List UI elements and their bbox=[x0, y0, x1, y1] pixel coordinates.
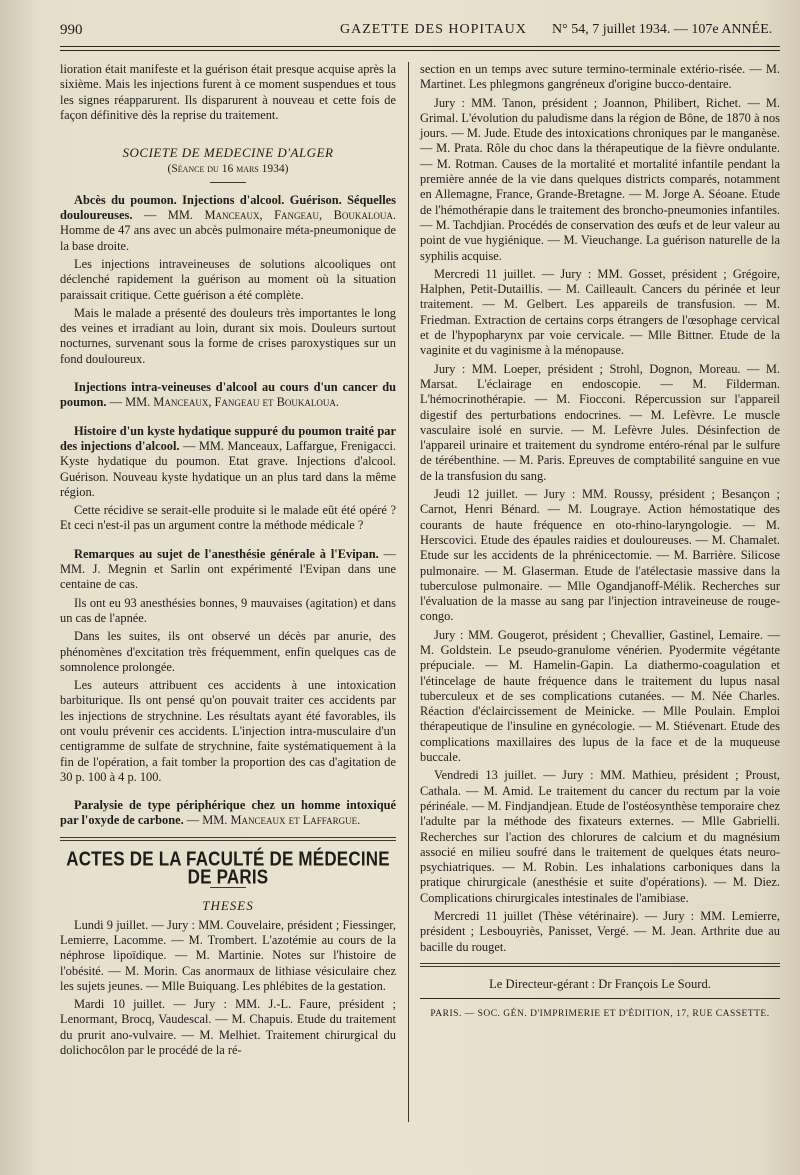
header-rule-second bbox=[60, 50, 780, 51]
article-body: Homme de 47 ans avec un abcès pulmonaire méta-pneumonique de la base droite. bbox=[60, 223, 396, 253]
intro-paragraph: lioration était manifeste et la guérison était presque acquise après la sixième. Mais les injections furent à ce moment suspendues et tous les signes réapparurent. Ils disparurent à nouveau et cette fois de façon définitive dès la reprise du traitement. bbox=[60, 62, 396, 122]
article-authors: — MM. Manceaux, Fangeau et Boukaloua. bbox=[106, 395, 339, 410]
page-header bbox=[60, 22, 780, 46]
article-paragraph: Ils ont eu 93 anesthésies bonnes, 9 mauvaises (agitation) et dans un cas de l'apnée. bbox=[60, 595, 396, 625]
article-authors: — MM. Manceaux, Fangeau, Boukaloua. bbox=[132, 208, 396, 223]
theses-mercredi: Mercredi 11 juillet. — Jury : MM. Gosset, président ; Grégoire, Halphen, Petit-Dutaillis. — M. Cailleault. Cancers du périnée et leur traitement. — M. Gelbert. Les appareils de transfusion. — M. Friedman. Extraction de certains corps étrangers de l'œsophage cervical et de l'hypopharynx par voie cervicale. — Mlle Bittner. Etude de la vaginite et du vaginisme à la ménopause. bbox=[420, 266, 780, 358]
section-double-rule bbox=[60, 837, 396, 841]
article-body: — MM. Manceaux, Laffargue, Frenigacci. Kyste hydatique du poumon. Etat grave. Injections d'alcool. Guérison. Nouveau kyste hydatique un an plus tard dans la même région. bbox=[60, 438, 396, 499]
header-rule bbox=[60, 46, 780, 47]
article-title: Abcès du poumon. Injections d'alcool. Guérison. Séquelles douloureuses. bbox=[60, 192, 396, 223]
article-paragraph: Les auteurs attribuent ces accidents à une intoxication barbiturique. Ils ont pensé qu'on pouvait traiter ces accidents par les injections de strychnine. Les résultats ayant été favorables, ils ont voulu prévenir ces accidents. L'injection intra-musculaire d'un centigramme de sulfate de strychnine, faite systématiquement à la fin de l'opération, a fait tomber la proportion des cas d'agitation de 30 p. 100 à 4 p. 100. bbox=[60, 678, 396, 784]
article-paralysie bbox=[60, 798, 396, 829]
article-body: — MM. J. Megnin et Sarlin ont expérimenté l'Evipan dans une centaine de cas. bbox=[60, 546, 396, 592]
theses-continuation: section en un temps avec suture termino-terminale extério-risée. — M. Martinet. Les phlegmons gangréneux d'origine bucco-dentaire. bbox=[420, 62, 780, 92]
article-abces bbox=[60, 193, 396, 254]
theses-jury-gougerot: Jury : MM. Gougerot, président ; Chevallier, Gastinel, Lemaire. — M. Goldstein. Le pseudo-granulome vénérien. Pyodermite végétante prépuciale. — M. Hamelin-Gapin. La diathermo-coagulation et l'étincelage de haute fréquence dans le traitement du lupus nasal tuberculeux et de ses complications cutanées. — M. Née Charles. Réaction d'éclaircissement de Meinicke. — Mlle Poulain. Emploi thérapeutique de l'insuline en gynécologie. — M. Stiévenart. Etude des complications maxillaires des lupus de la face et de la muqueuse buccale. bbox=[420, 627, 780, 765]
theses-heading: THESES bbox=[202, 898, 254, 914]
theses-mardi: Mardi 10 juillet. — Jury : MM. J.-L. Faure, président ; Lenormant, Brocq, Vaudescal. — M. Chapuis. Etude du traitement du prurit ano-vulvaire. — M. Melhiet. Traitement chirurgical du dolichocôlon par le procédé de la ré- bbox=[60, 997, 396, 1058]
footer-double-rule bbox=[420, 963, 780, 967]
society-heading: SOCIETE DE MEDECINE D'ALGER bbox=[122, 145, 334, 161]
article-paragraph: Cette récidive se serait-elle produite si le malade eût été opéré ? Et ceci n'est-il pas un argument contre la méthode médicale ? bbox=[60, 503, 396, 533]
theses-jury-tanon: Jury : MM. Tanon, président ; Joannon, Philibert, Richet. — M. Grimal. L'évolution du paludisme dans la région de Bône, de 1870 à nos jours. — M. Jude. Etude des intoxications chroniques par le manganèse. — M. Prata. Rôle du choc dans la thérapeutique de la fièvre ondulante. — M. Rotman. Causes de la mortalité et mortalité infantile pendant la première année de la vie dans quelques districts comparés, notamment en Allemagne, France, Grande-Bretagne. — M. Jorge A. Séoane. Etude de l'hémothérapie dans le traitement des broncho-pneumonies infantiles. — M. Tachdjian. Procédés de conservation des œufs et de leur valeur au point de vue hygiénique. — M. Vieuchange. La guérison naturelle de la syphilis acquise. bbox=[420, 95, 780, 263]
column-divider bbox=[408, 62, 409, 1122]
page-number: 990 bbox=[60, 22, 83, 38]
article-evipan bbox=[60, 547, 396, 593]
article-title: Injections intra-veineuses d'alcool au cours d'un cancer du poumon. bbox=[60, 380, 396, 410]
article-paragraph: Dans les suites, ils ont observé un décès par anurie, des phénomènes d'excitation très fréquemment, enfin quelques cas de somnolence prolongée. bbox=[60, 629, 396, 674]
footer-rule bbox=[420, 998, 780, 999]
article-title: Histoire d'un kyste hydatique suppuré du poumon traité par des injections d'alcool. bbox=[60, 423, 396, 453]
article-title: Remarques au sujet de l'anesthésie générale à l'Evipan. bbox=[74, 546, 379, 561]
article-paragraph: Les injections intraveineuses de solutions alcooliques ont déclenché rapidement la guérison au moment où la situation paraissait critique. Cette guérison a été complète. bbox=[60, 256, 396, 302]
article-authors: — MM. Manceaux et Laffargue. bbox=[183, 813, 361, 828]
section-divider bbox=[210, 182, 246, 183]
theses-jury-loeper: Jury : MM. Loeper, président ; Strohl, Dognon, Moreau. — M. Marsat. L'éclairage en endoscopie. — M. Filderman. L'hémocrinothérapie. — M. Fiocconi. Répercussion sur l'appareil digestif des perturbations endocrines. — M. Lefèvre. Le muscle vasculaire isolé en survie. — M. Lefèvre Jules. Désinfection de l'appareil urinaire et traitement du syndrome entéro-rénal par le sulfure de térébenthine. — M. Paris. Epreuves de comptabilité sanguine en vue de la transfusion du sang. bbox=[420, 361, 780, 483]
theses-vendredi: Vendredi 13 juillet. — Jury : MM. Mathieu, président ; Proust, Cathala. — M. Amid. Le traitement du cancer du rectum par la voie périnéale. — M. Findjandjean. Etude de l'ostéosynthèse temporaire chez l'adulte par la méthode des fixateurs externes. — Mlle Gabrielli. Recherches sur l'action des chlorures de calcium et du magnésium associé en milieu soufré dans le traitement de quelques états neuro-psychiatriques. — M. Robin. Les inhalations carboniques dans la pratique chirurgicale (anesthésie et suite d'opérations). — M. Diez. Complications chirurgicales intestinales de l'amibiase. bbox=[420, 768, 780, 905]
article-paragraph: Mais le malade a présenté des douleurs très importantes le long des veines et irradiant au loin, durant six mois. Douleurs surtout nocturnes, survenant sous la forme de crises paroxystiques sur un fond douloureux. bbox=[60, 305, 396, 366]
director-line: Le Directeur-gérant : Dr François Le Sourd. bbox=[489, 976, 711, 991]
printer-imprint: PARIS. — SOC. GÉN. D'IMPRIMERIE ET D'ÉDITION, 17, RUE CASSETTE. bbox=[430, 1009, 770, 1020]
issue-info: N° 54, 7 juillet 1934. — 107e ANNÉE. bbox=[552, 22, 773, 37]
journal-title: GAZETTE DES HOPITAUX bbox=[340, 22, 527, 37]
article-title: Paralysie de type périphérique chez un homme intoxiqué par l'oxyde de carbone. bbox=[60, 798, 396, 828]
theses-veterinaire: Mercredi 11 juillet (Thèse vétérinaire). — Jury : MM. Lemierre, président ; Lesbouyriès, Panisset, Vergé. — M. Jean. Arthrite due au bacille du rouget. bbox=[420, 909, 780, 954]
article-injections bbox=[60, 380, 396, 411]
faculty-heading: ACTES DE LA FACULTÉ DE MÉDECINE DE PARIS bbox=[66, 847, 390, 889]
left-column bbox=[60, 62, 396, 1061]
theses-lundi: Lundi 9 juillet. — Jury : MM. Couvelaire, président ; Fiessinger, Lemierre, Lacomme. — M. Trombert. L'azotémie au cours de la néphrose lipoïdique. — M. Martinie. Notes sur l'histoire de l'obésité. — M. Morin. Cas anormaux de lithiase vésiculaire chez les sujets jeunes. — Mlle Buiquang. Les phlébites de la gestation. bbox=[60, 917, 396, 993]
theses-jeudi: Jeudi 12 juillet. — Jury : MM. Roussy, président ; Besançon ; Carnot, Henri Bénard. — M. Lougraye. Action hémostatique des courants de haute fréquence en oto-rhino-laryngologie. — M. Herscovici. Etude des épaules raidies et douloureuses. — M. Chamalet. Etude sur les accidents de la phrénicectomie. — M. Barrière. Silicose pulmonaire. — M. Glaserman. Etude de l'atélectasie massive dans la tuberculose pulmonaire. — Mlle Ogandjanoff-Mélik. Recherches sur l'évaluation de la masse au sang par l'injection intraveineuse de rouge-congo. bbox=[420, 487, 780, 624]
right-column bbox=[420, 62, 780, 1023]
article-kyste bbox=[60, 424, 396, 500]
session-date: (Séance du 16 mars 1934) bbox=[167, 163, 289, 176]
